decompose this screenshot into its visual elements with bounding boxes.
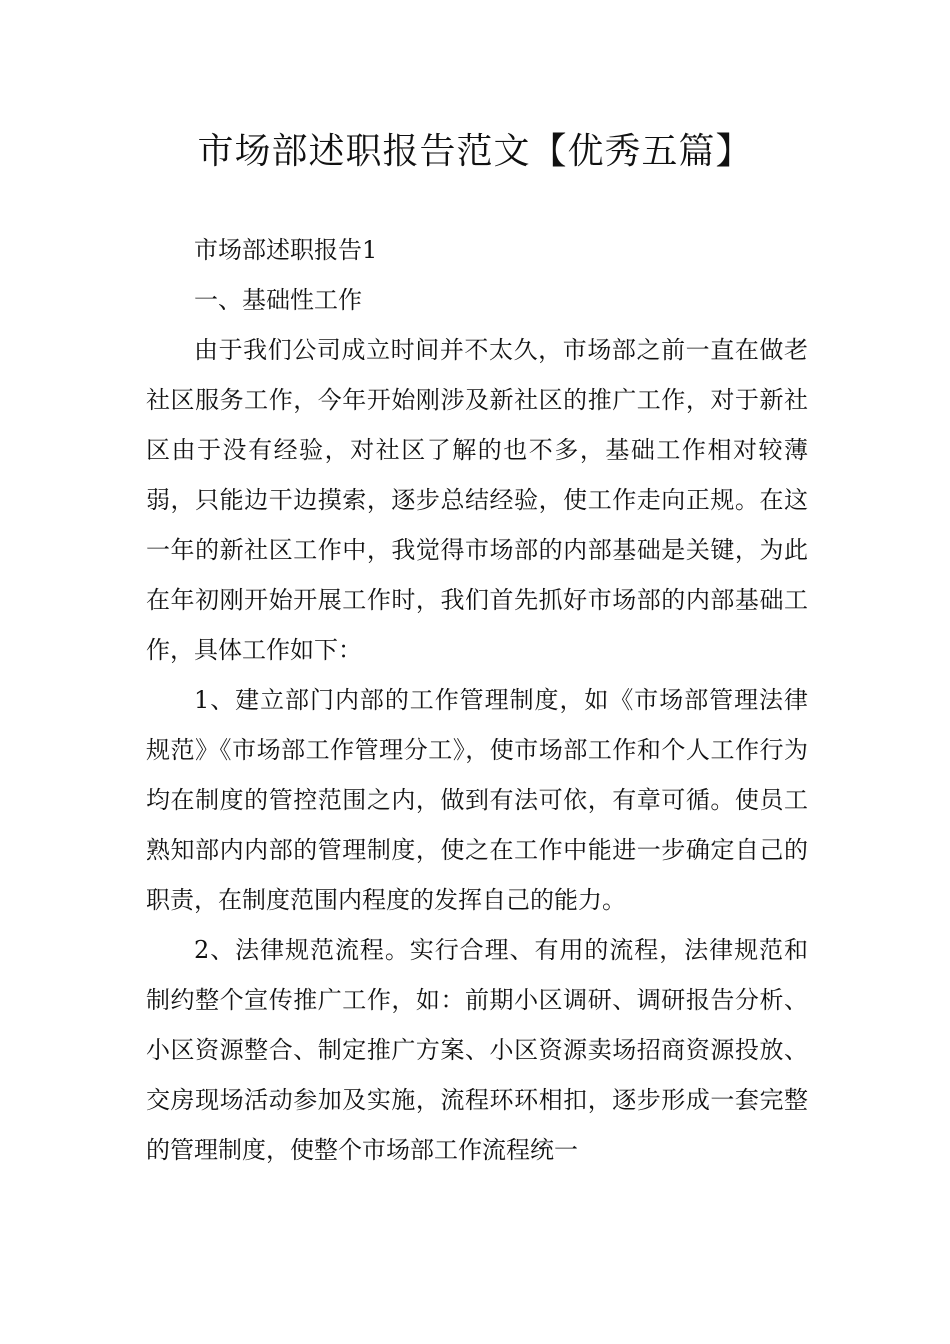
body-paragraph: 2、法律规范流程。实行合理、有用的流程，法律规范和制约整个宣传推广工作，如：前期小区调研、调研报告分析、小区资源整合、制定推广方案、小区资源卖场招商资源投放、交房现场活动参加及实施，流程环环相扣，逐步形成一套完整的管理制度，使整个市场部工作流程统一 — [146, 936, 808, 1164]
document-title: 市场部述职报告范文【优秀五篇】 — [197, 131, 753, 172]
subsection-heading: 一、基础性工作 — [194, 286, 362, 314]
body-paragraph: 1、建立部门内部的工作管理制度，如《市场部管理法律规范》《市场部工作管理分工》，使市场部工作和个人工作行为均在制度的管控范围之内，做到有法可依，有章可循。使员工熟知部内内部的管理制度，使之在工作中能进一步确定自己的职责，在制度范围内程度的发挥自己的能力。 — [146, 686, 808, 914]
section-heading: 市场部述职报告1 — [194, 236, 378, 264]
body-paragraph: 由于我们公司成立时间并不太久，市场部之前一直在做老社区服务工作，今年开始刚涉及新社区的推广工作，对于新社区由于没有经验，对社区了解的也不多，基础工作相对较薄弱，只能边干边摸索，逐步总结经验，使工作走向正规。在这一年的新社区工作中，我觉得市场部的内部基础是关键，为此在年初刚开始开展工作时，我们首先抓好市场部的内部基础工作，具体工作如下： — [146, 336, 808, 664]
document-body — [146, 225, 808, 1175]
